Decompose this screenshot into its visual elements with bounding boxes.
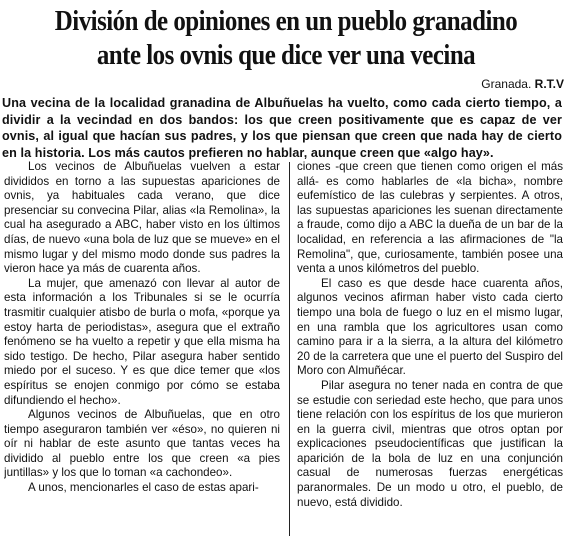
body-paragraph: A unos, mencionarles el caso de estas apari- (28, 481, 259, 495)
headline-line-2: ante los ovnis que dice ver una vecina (96, 39, 476, 71)
column-divider (289, 162, 290, 536)
body-paragraph: Algunos vecinos de Albuñuelas, que en otro tiempo aseguraron también ver «éso», no quieren ni oír ni hablar de este asunto que tantas veces ha dividido al pueblo entre los que creen «a pies juntillas» y los que lo toman «a cachondeo». (4, 408, 280, 480)
headline (40, 4, 532, 72)
body-paragraph: Pilar asegura no tener nada en contra de que se estudie con seriedad este hecho, que para unos tiene relación con los espíritus de los que murieron en la guerra civil, mientras que otros optan por explicaciones pseudocientíficas que justifican la aparición de la bola de luz en una conjunción casual de numerosas fuerzas energéticas paranormales. De un modo u otro, el pueblo, de nuevo, está dividido. (297, 378, 563, 509)
byline (481, 77, 564, 91)
lede-paragraph: Una vecina de la localidad granadina de Albuñuelas ha vuelto, como cada cierto tiempo, a dividir a la vecindad en dos bandos: los que creen positivamente que es capaz de ver ovnis, al igual que hacían sus padres, y los que piensan que creen que nada hay de cierto en la historia. Los más cautos prefieren no hablar, aunque creen que «algo hay». (2, 96, 562, 160)
byline-place: Granada. (481, 77, 532, 91)
headline-line-1: División de opiniones en un pueblo granadino (54, 5, 518, 37)
body-paragraph: ciones -que creen que tienen como origen el más allá- es como hablarles de «la bicha», nombre eufemístico de las culebras y serpientes. A otros, las supuestas apariciones les suenan directamente a fraude, como dijo a ABC la dueña de un bar de la localidad, en referencia a las afirmaciones de "la Remolina", que, curiosamente, también posee una venta a unos kilómetros del pueblo. (297, 160, 563, 276)
body-column-left (4, 160, 280, 536)
body-paragraph: La mujer, que amenazó con llevar al autor de esta información a los Tribunales si se le ocurría trasmitir cualquier atisbo de burla o mofa, «porque ya estoy harta de periodistas», asegura que el extraño fenómeno se ha vuelto a repetir y que ella misma ha sido testigo. De hecho, Pilar asegura haber sentido miedo por el suceso. Y es que dice temer que «los espíritus se enojen conmigo por cómo se estaba difundiendo el hecho». (4, 276, 280, 407)
byline-author: R.T.V (534, 77, 564, 91)
body-paragraph: El caso es que desde hace cuarenta años, algunos vecinos afirman haber visto cada cierto tiempo una bola de fuego o luz en el mismo lugar, en una rambla que los agricultores usan como camino para ir a la sierra, a la altura del kilómetro 20 de la carretera que une el puerto del Suspiro del Moro con Almuñécar. (297, 276, 563, 378)
body-paragraph: Los vecinos de Albuñuelas vuelven a estar divididos en torno a las supuestas apariciones de ovnis, ya habituales cada verano, que dice presenciar su convecina Pilar, alias «la Remolina», la cual ha asegurado a ABC, haber visto en los últimos días, de nuevo «una bola de luz que se mueve» en el mismo lugar y del mismo modo donde sus padres la vieron hace ya más de cuarenta años. (4, 160, 280, 276)
body-column-right (297, 160, 563, 536)
